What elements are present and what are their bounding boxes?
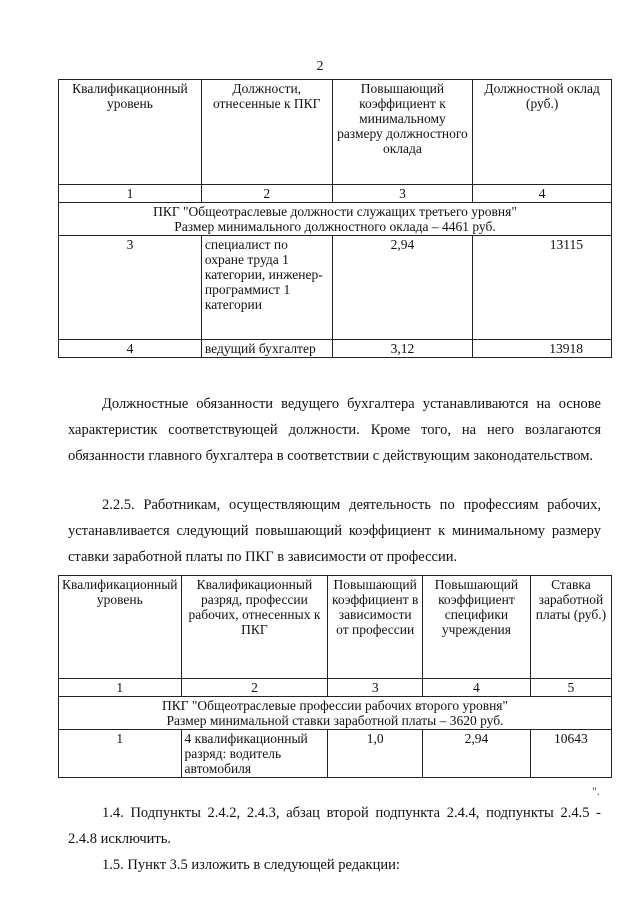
group-title: ПКГ "Общеотраслевые должности служащих третьего уровня" xyxy=(153,204,517,219)
workers-rate-table xyxy=(58,575,612,778)
cell-position: ведущий бухгалтер xyxy=(201,340,332,358)
cell-salary: 13918 xyxy=(473,340,612,358)
col-number: 2 xyxy=(201,185,332,203)
table-number-row xyxy=(59,185,612,203)
header-level: Квалификационный уровень xyxy=(59,576,182,679)
group-cell xyxy=(59,203,612,236)
cell-coefficient: 1,0 xyxy=(328,730,423,778)
cell-rate: 10643 xyxy=(530,730,611,778)
closing-quote: ". xyxy=(592,784,600,798)
table-row xyxy=(59,730,612,778)
paragraph-accountant-duties: Должностные обязанности ведущего бухгалтера устанавливаются на основе характеристик соответствующей должности. Кроме того, на него возлагаются обязанности главного бухгалтера в соответствии с действующим законодательством. xyxy=(68,396,601,464)
cell-coefficient: 2,94 xyxy=(332,236,473,340)
header-positions: Должности, отнесенные к ПКГ xyxy=(201,80,332,185)
group-subtitle: Размер минимального должностного оклада – 4461 руб. xyxy=(174,219,496,234)
header-level: Квалификационный уровень xyxy=(59,80,202,185)
table-row xyxy=(59,340,612,358)
group-row xyxy=(59,203,612,236)
cell-specific-coefficient: 2,94 xyxy=(423,730,531,778)
header-grade: Квалификационный разряд, профессии рабочих, отнесенных к ПКГ xyxy=(181,576,328,679)
cell-level: 3 xyxy=(59,236,202,340)
group-cell xyxy=(59,697,612,730)
col-number: 5 xyxy=(530,679,611,697)
officials-salary-table xyxy=(58,79,612,358)
col-number: 4 xyxy=(473,185,612,203)
col-number: 3 xyxy=(332,185,473,203)
col-number: 2 xyxy=(181,679,328,697)
paragraph-2-2-5: 2.2.5. Работникам, осуществляющим деятельность по профессиям рабочих, устанавливается следующий повышающий коэффициент к минимальному размеру ставки заработной платы по ПКГ в зависимости от профессии. xyxy=(68,497,601,565)
header-specific-coefficient: Повышающий коэффициент специфики учреждения xyxy=(423,576,531,679)
paragraph-1-5: 1.5. Пункт 3.5 изложить в следующей редакции: xyxy=(102,857,400,873)
table-number-row xyxy=(59,679,612,697)
col-number: 1 xyxy=(59,679,182,697)
paragraph-1-4: 1.4. Подпункты 2.4.2, 2.4.3, абзац второй подпункта 2.4.4, подпункты 2.4.5 - 2.4.8 исключить. xyxy=(68,805,601,847)
page-number: 2 xyxy=(316,59,324,74)
table-header-row xyxy=(59,80,612,185)
header-rate: Ставка заработной платы (руб.) xyxy=(530,576,611,679)
cell-level: 4 xyxy=(59,340,202,358)
col-number: 3 xyxy=(328,679,423,697)
cell-salary: 13115 xyxy=(473,236,612,340)
group-title: ПКГ "Общеотраслевые профессии рабочих второго уровня" xyxy=(161,698,509,713)
cell-profession: 4 квалификационный разряд: водитель автомобиля xyxy=(181,730,328,778)
header-salary: Должностной оклад (руб.) xyxy=(473,80,612,185)
cell-coefficient: 3,12 xyxy=(332,340,473,358)
cell-position: специалист по охране труда 1 категории, инженер-программист 1 категории xyxy=(201,236,332,340)
group-subtitle: Размер минимальной ставки заработной платы – 3620 руб. xyxy=(166,713,504,728)
col-number: 4 xyxy=(423,679,531,697)
cell-level: 1 xyxy=(59,730,182,778)
header-coefficient: Повышающий коэффициент к минимальному размеру должностного оклада xyxy=(332,80,473,185)
group-row xyxy=(59,697,612,730)
header-coefficient: Повышающий коэффициент в зависимости от профессии xyxy=(328,576,423,679)
col-number: 1 xyxy=(59,185,202,203)
table-header-row xyxy=(59,576,612,679)
table-row xyxy=(59,236,612,340)
